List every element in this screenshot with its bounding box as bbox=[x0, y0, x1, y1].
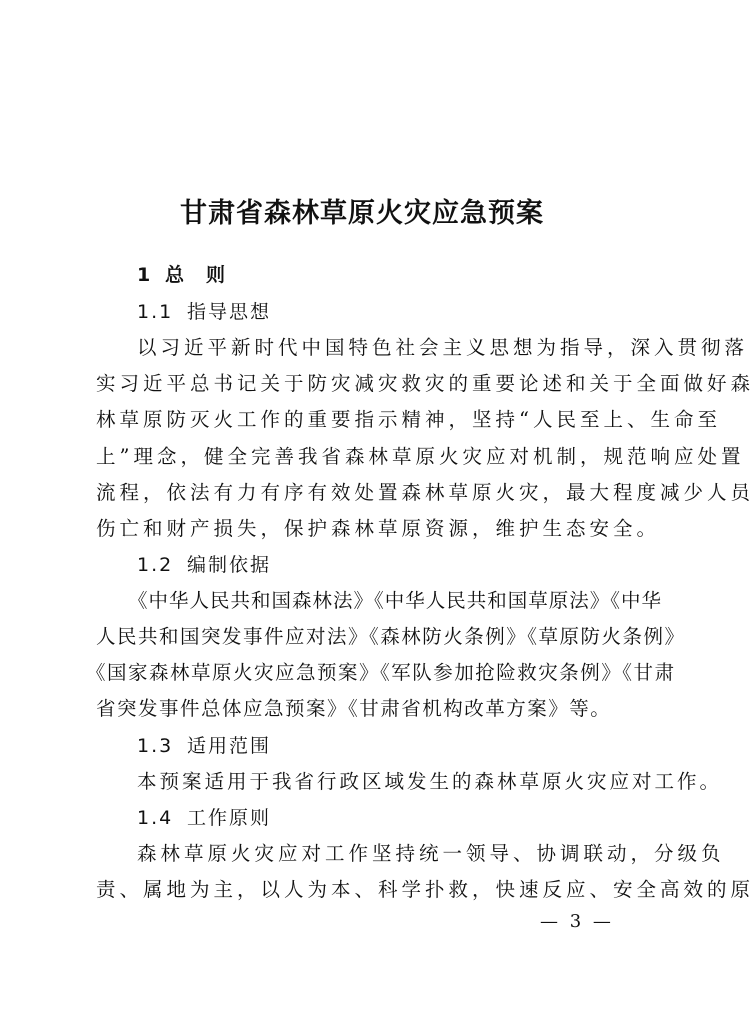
subsection-number: 1.1 bbox=[137, 301, 174, 323]
paragraph-line: 实习近平总书记关于防灾减灾救灾的重要论述和关于全面做好森 bbox=[96, 372, 754, 395]
section-number: 1 bbox=[137, 264, 151, 286]
subsection-title: 编制依据 bbox=[187, 554, 272, 576]
paragraph-line: 本预案适用于我省行政区域发生的森林草原火灾应对工作。 bbox=[137, 770, 723, 793]
paragraph-line: 上”理念，健全完善我省森林草原火灾应对机制，规范响应处置 bbox=[96, 445, 745, 468]
paragraph-line: 伤亡和财产损失，保护森林草原资源，维护生态安全。 bbox=[96, 517, 661, 540]
paragraph-line: 人民共和国突发事件应对法》《森林防火条例》《草原防火条例》 bbox=[96, 625, 686, 648]
paragraph-line: 森林草原火灾应对工作坚持统一领导、协调联动，分级负 bbox=[137, 842, 725, 865]
subsection-number: 1.2 bbox=[137, 554, 174, 576]
subsection-heading bbox=[137, 729, 271, 763]
subsection-number: 1.3 bbox=[137, 735, 174, 757]
subsection-title: 工作原则 bbox=[187, 807, 272, 829]
paragraph-line: 以习近平新时代中国特色社会主义思想为指导，深入贯彻落 bbox=[137, 336, 749, 359]
section-title: 总则 bbox=[165, 264, 248, 286]
subsection-heading bbox=[137, 801, 271, 835]
paragraph-line: 《中华人民共和国森林法》《中华人民共和国草原法》《中华 bbox=[128, 589, 663, 612]
paragraph-line: 《国家森林草原火灾应急预案》《军队参加抢险救灾条例》《甘肃 bbox=[86, 661, 676, 684]
subsection-title: 指导思想 bbox=[187, 301, 272, 323]
subsection-heading bbox=[137, 548, 271, 582]
page-number: — 3 — bbox=[540, 911, 614, 932]
subsection-number: 1.4 bbox=[137, 807, 174, 829]
paragraph-line: 省突发事件总体应急预案》《甘肃省机构改革方案》等。 bbox=[96, 697, 612, 720]
subsection-heading bbox=[137, 295, 271, 329]
paragraph-line: 林草原防灭火工作的重要指示精神，坚持“人民至上、生命至 bbox=[96, 408, 721, 431]
paragraph-line: 流程，依法有力有序有效处置森林草原火灾，最大程度减少人员 bbox=[96, 481, 754, 504]
document-title: 甘肃省森林草原火灾应急预案 bbox=[180, 198, 544, 229]
section-heading bbox=[137, 258, 247, 292]
subsection-title: 适用范围 bbox=[187, 735, 272, 757]
paragraph-line: 责、属地为主，以人为本、科学扑救，快速反应、安全高效的原 bbox=[96, 878, 754, 901]
